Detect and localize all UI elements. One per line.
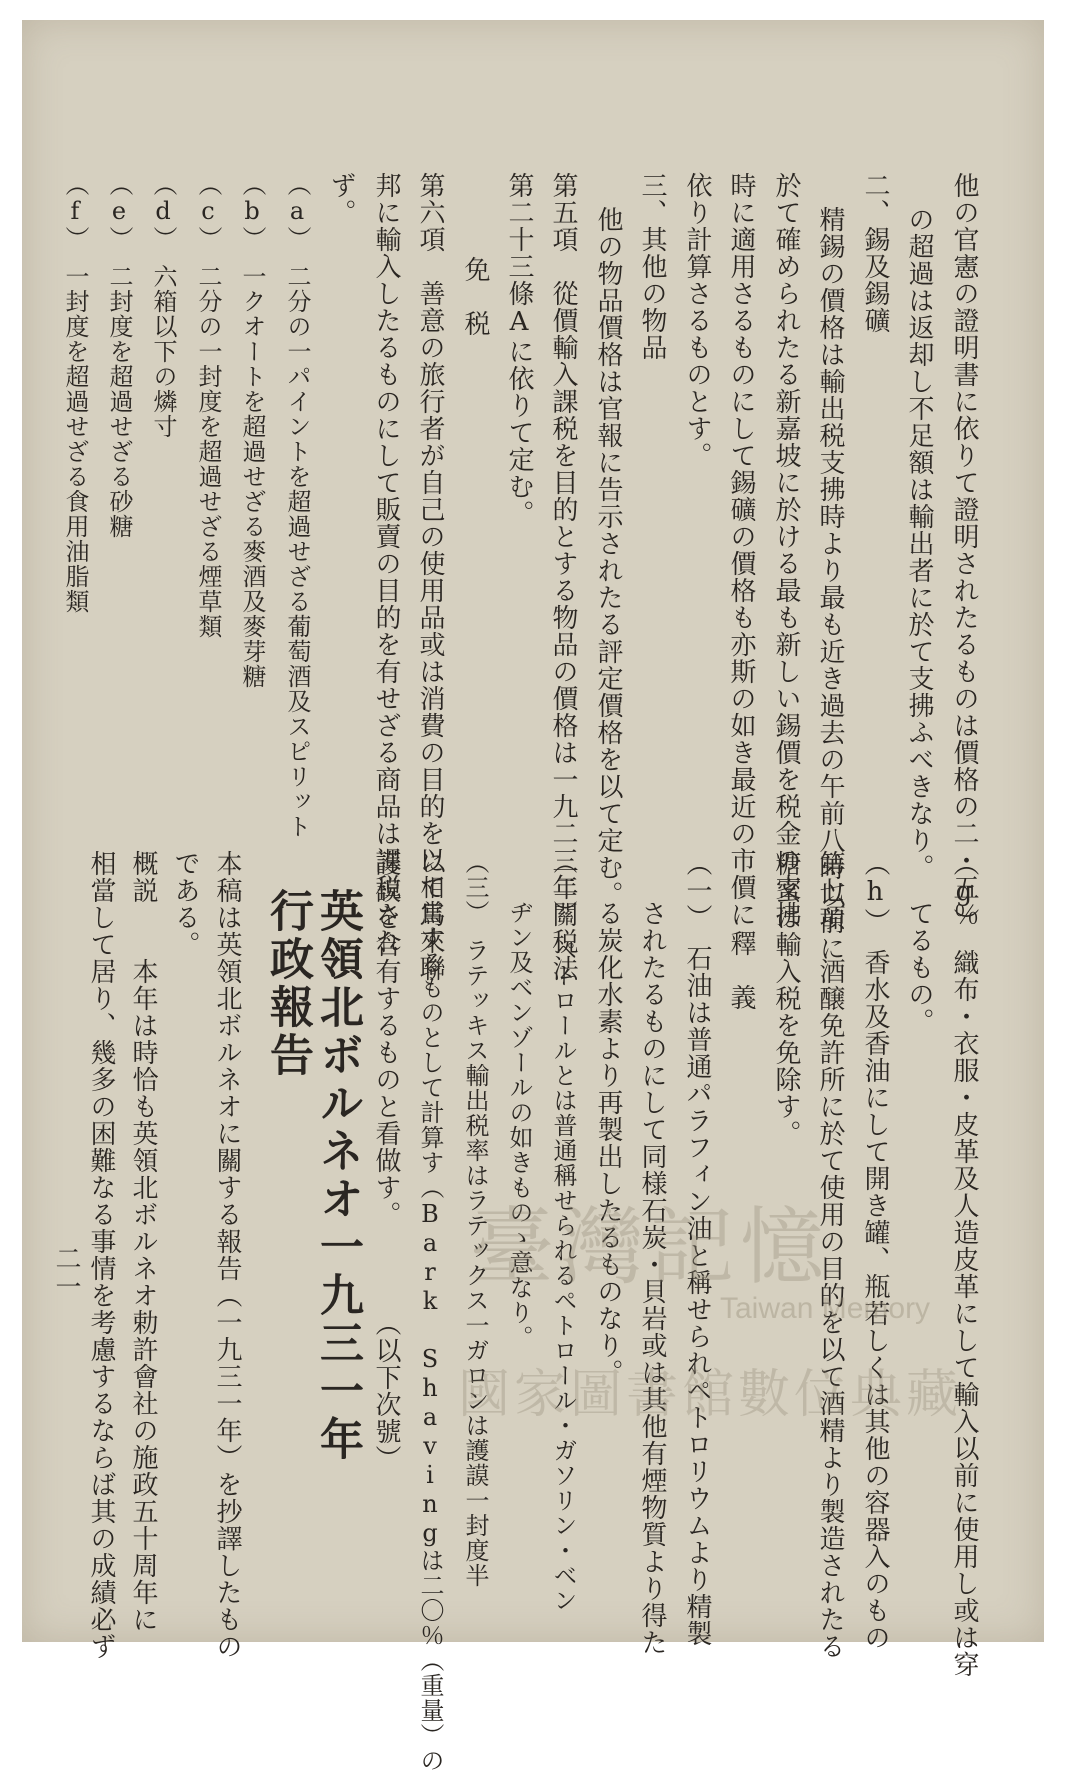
watermark-subtitle: 國家圖書館數位典藏 (458, 1365, 963, 1425)
text-column: 概説 本年は時恰も英領北ボルネオ勅許會社の施政五十周年に (128, 850, 158, 1633)
section-heading: 三、其他の物品 (637, 172, 667, 361)
list-item: （h） 香水及香油にして開き罐、瓶若しくは其他の容器入のもの (860, 850, 890, 1651)
text-column: 依り計算さるものとす。 (682, 172, 712, 469)
text-column: 第六項 善意の旅行者が自己の使用品或は消費の目的を以て馬來聯 (415, 172, 445, 982)
text-column: る炭化水素より再製出したるものなり。 (593, 900, 623, 1386)
text-column: 本稿は英領北ボルネオに關する報告（一九三一年）を抄譯したもの (212, 850, 242, 1660)
text-column: 精錫の價格は輸出税支拂時より最も近き過去の午前八時以前に (815, 206, 845, 962)
list-item: （g） 織布・衣服・皮革及人造皮革にして輸入以前に使用し或は穿 (949, 850, 979, 1678)
text-column: 於て確められたる新嘉坡に於ける最も新しい錫價を税金の支拂 (771, 172, 801, 928)
text-column: ず。 (326, 172, 356, 226)
article-subtitle: 行政報告 (262, 888, 313, 1080)
list-item: （b） 一クオートを超過せざる麥酒及麥芽糖 (238, 172, 266, 689)
list-item: （二） ペトロールとは普通稱せられるペトロール・ガソリン・ベン (549, 850, 577, 1613)
section-heading: 二、錫及錫礦 (860, 172, 890, 334)
text-column: 他の官憲の證明書に依りて證明されたるものは價格の二・五％ (949, 172, 979, 928)
text-column: の超過は返却し不足額は輸出者に於て支拂ふべきなり。 (904, 206, 934, 881)
list-item: （三） ラテッキス輸出税率はラテックス一ガロンは護謨一封度半 (461, 850, 489, 1588)
page-number: 二一 (51, 1245, 81, 1301)
text-column: 糖蜜は輸入税を免除す。 (771, 850, 801, 1147)
text-column: てるもの。 (904, 900, 934, 1035)
list-item: （d） 六箱以下の燐寸 (149, 172, 177, 439)
text-column: に相當するものとして計算す（Bark Shavingは二〇％（重量）の (416, 850, 444, 1773)
list-item: （f） 一封度を超過せざる食用油脂類 (61, 172, 89, 614)
list-item: （一） 石油は普通パラフィン油と稱せられペトロリウムより精製 (682, 850, 712, 1647)
text-column: 護謨を含有するものと看做す。 （以下次號） (371, 850, 401, 1472)
text-column: ヂン及ベンゾールの如きものゝ意なり。 (505, 900, 533, 1350)
section-heading: 釋 義 (726, 930, 756, 1011)
text-column: されたるものにして同様石炭・貝岩或は其他有煙物質より得た (637, 900, 667, 1656)
article-title: 英領北ボルネオ一九三一年 (312, 888, 363, 1464)
watermark-english: Taiwan Memory (720, 1292, 931, 1325)
text-column: 邦に輸入したるものにして販賣の目的を有せざる商品は課税され (371, 172, 401, 955)
list-item: （c） 二分の一封度を超過せざる煙草類 (194, 172, 222, 639)
list-item: （a） 二分の一パイントを超過せざる葡萄酒及スピリット (283, 172, 311, 839)
section-heading: 免 税 (460, 256, 490, 337)
text-column: 相當して居り、幾多の困難なる事情を考慮するならば其の成績必ず (86, 850, 116, 1660)
list-item: （e） 二封度を超過せざる砂糖 (105, 172, 133, 539)
text-column: 第七項 酒醸免許所に於て使用の目的を以て酒精より製造されたる (815, 850, 845, 1660)
text-column: 他の物品價格は官報に告示されたる評定價格を以て定む。 (593, 206, 623, 908)
watermark: 臺灣記憶 (470, 1198, 831, 1296)
text-column: 第二十三條Aに依りて定む。 (504, 172, 534, 527)
text-column: である。 (170, 850, 200, 958)
text-column: 第五項 從價輸入課税を目的とする物品の價格は一九二三年關税法 (548, 172, 578, 982)
text-column: 時に適用さるものにして錫礦の價格も亦斯の如き最近の市價に (726, 172, 756, 928)
